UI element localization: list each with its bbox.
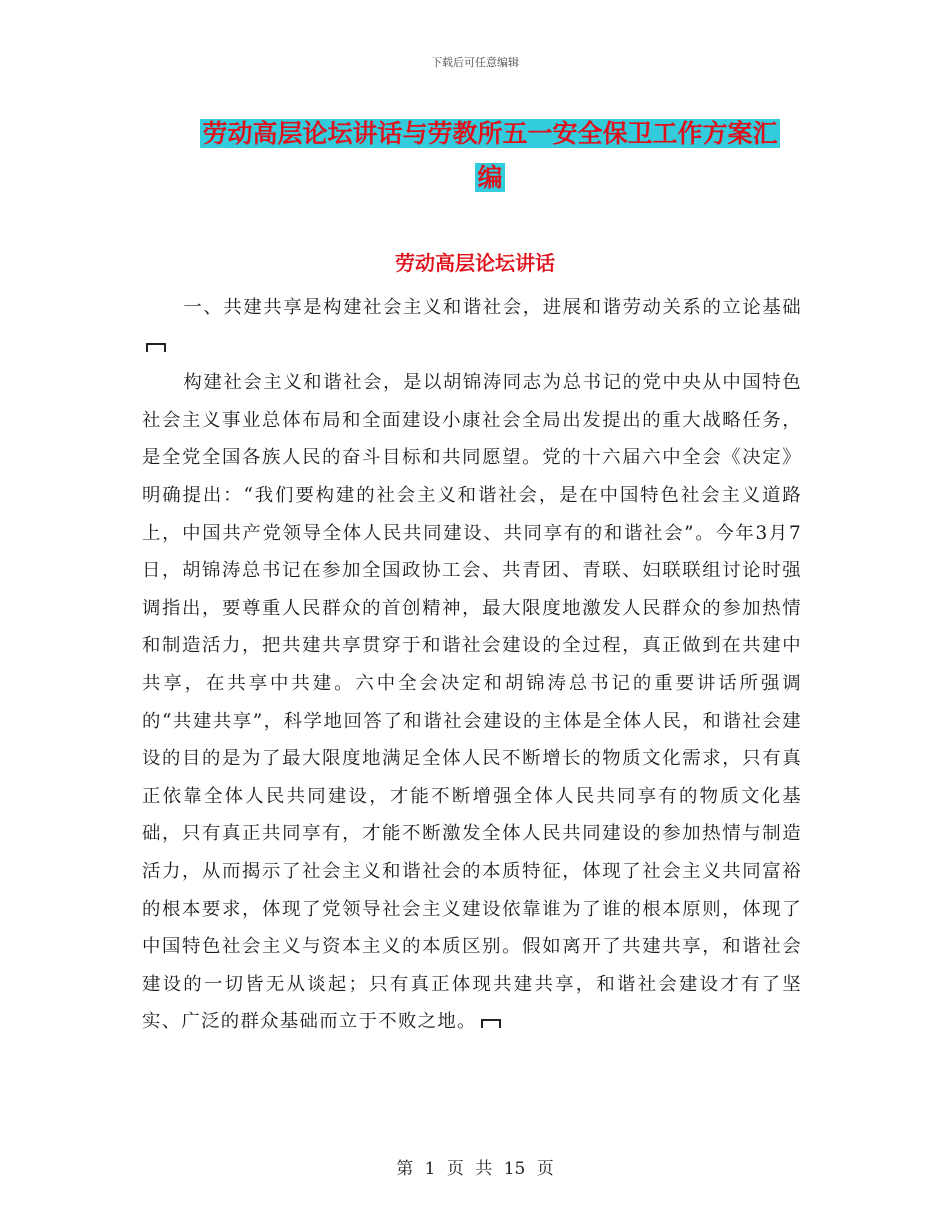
section-heading: 劳动高层论坛讲话 [395,251,555,275]
paragraph-mark-icon [481,1019,501,1028]
page-header: 下载后可任意编辑 [431,56,519,69]
paragraph-text: 一、共建共享是构建社会主义和谐社会，进展和谐劳动关系的立论基础 [183,297,802,318]
document-title [140,112,840,200]
title-line-1: 劳动高层论坛讲话与劳教所五一安全保卫工作方案汇 [202,119,778,148]
body-text [142,289,802,1041]
paragraph-text: 构建社会主义和谐社会，是以胡锦涛同志为总书记的党中央从中国特色社会主义事业总体布局和全面建设小康社会全局出发提出的重大战略任务，是全党全国各族人民的奋斗目标和共同愿望。党的十六届六中全会《决定》明确提出：“我们要构建的社会主义和谐社会，是在中国特色社会主义道路上，中国共产党领导全体人民共同建设、共同享有的和谐社会”。今年3月7日，胡锦涛总书记在参加全国政协工会、共青团、青联、妇联联组讨论时强调指出，要尊重人民群众的首创精神，最大限度地激发人民群众的参加热情和制造活力，把共建共享贯穿于和谐社会建设的全过程，真正做到在共建中共享，在共享中共建。六中全会决定和胡锦涛总书记的重要讲话所强调的“共建共享”，科学地回答了和谐社会建设的主体是全体人民，和谐社会建设的目的是为了最大限度地满足全体人民不断增长的物质文化需求，只有真正依靠全体人民共同建设，才能不断增强全体人民共同享有的物质文化基础，只有真正共同享有，才能不断激发全体人民共同建设的参加热情与制造活力，从而揭示了社会主义和谐社会的本质特征，体现了社会主义共同富裕的根本要求，体现了党领导社会主义建设依靠谁为了谁的根本原则，体现了中国特色社会主义与资本主义的本质区别。假如离开了共建共享，和谐社会建设的一切皆无从谈起；只有真正体现共建共享，和谐社会建设才有了坚实、广泛的群众基础而立于不败之地。 [142,372,802,1033]
title-line-2: 编 [477,163,503,192]
paragraph [142,289,802,364]
paragraph-mark-icon [146,343,166,352]
paragraph [142,364,802,1041]
page-footer: 第 1 页 共 15 页 [396,1159,554,1179]
